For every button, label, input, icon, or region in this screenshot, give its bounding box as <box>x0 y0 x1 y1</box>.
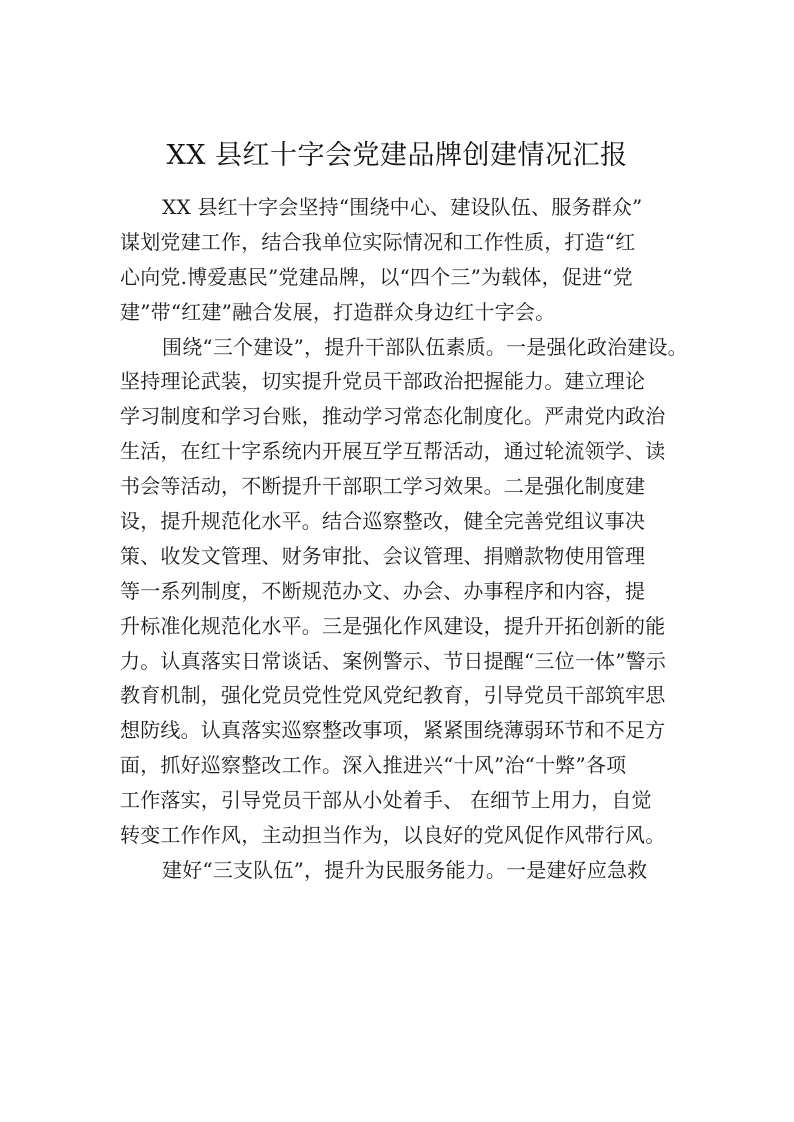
body-line: 升标准化规范化水平。三是强化作风建设，提升开拓创新的能 <box>120 613 666 638</box>
body-line: 书会等活动，不断提升干部职工学习效果。二是强化制度建 <box>120 474 646 499</box>
document-title: XX 县红十字会党建品牌创建情况汇报 <box>166 140 628 171</box>
body-line: 教育机制，强化党员党性党风党纪教育，引导党员干部筑牢思 <box>120 683 666 708</box>
body-line: 谋划党建工作，结合我单位实际情况和工作性质，打造“红 <box>120 229 636 254</box>
body-line: 坚持理论武装，切实提升党员干部政治把握能力。建立理论 <box>120 369 646 394</box>
body-line: 学习制度和学习台账，推动学习常态化制度化。严肃党内政治 <box>120 404 666 429</box>
body-line: 建好“三支队伍”，提升为民服务能力。一是建好应急救 <box>162 857 648 882</box>
body-line: 心向党.博爱惠民”党建品牌，以“四个三”为载体，促进“党 <box>120 264 633 289</box>
body-line: 设，提升规范化水平。结合巡察整改，健全完善党组议事决 <box>120 509 646 534</box>
body-line: 想防线。认真落实巡察整改事项，紧紧围绕薄弱环节和不足方 <box>120 718 666 743</box>
body-line: 工作落实，引导党员干部从小处着手、 在细节上用力，自觉 <box>120 788 652 813</box>
body-line: 围绕“三个建设”，提升干部队伍素质。一是强化政治建设。 <box>162 334 688 359</box>
body-line: 等一系列制度，不断规范办文、办会、办事程序和内容，提 <box>120 578 646 603</box>
body-line: 力。认真落实日常谈话、案例警示、节日提醒“三位一体”警示 <box>120 648 667 673</box>
body-line: XX 县红十字会坚持“围绕中心、建设队伍、服务群众” <box>162 195 643 219</box>
body-line: 生活，在红十字系统内开展互学互帮活动，通过轮流领学、读 <box>120 439 666 464</box>
body-line: 转变工作作风，主动担当作为，以良好的党风促作风带行风。 <box>120 823 666 848</box>
document-body <box>120 190 710 888</box>
body-line: 建”带“红建”融合发展，打造群众身边红十字会。 <box>120 299 556 324</box>
body-line: 策、收发文管理、财务审批、会议管理、捐赠款物使用管理 <box>120 543 646 568</box>
body-line: 面，抓好巡察整改工作。深入推进兴“十风”治“十弊”各项 <box>120 753 627 778</box>
